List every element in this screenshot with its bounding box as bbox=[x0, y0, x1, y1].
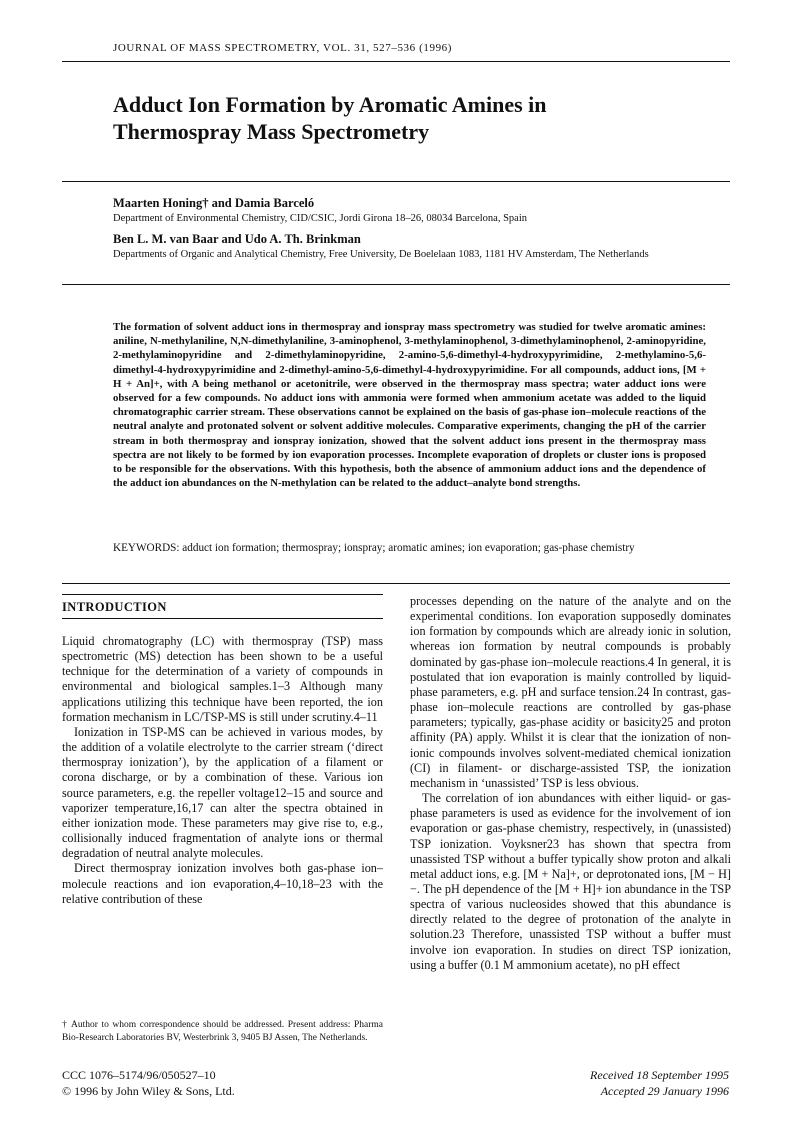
authors-group-2: Ben L. M. van Baar and Udo A. Th. Brinkman bbox=[113, 232, 361, 246]
affiliation-1: Department of Environmental Chemistry, CID/CSIC, Jordi Girona 18–26, 08034 Barcelona, Spain bbox=[113, 213, 528, 224]
copyright-block bbox=[62, 1067, 235, 1099]
right-paragraph-2: The correlation of ion abundances with either liquid- or gas-phase parameters is used as evidence for the involvement of ion evaporation or gas-phase chemistry, respectively, in (unassisted) TSP ionization. Voyksner23 has shown that spectra from unassisted TSP without a buffer typically show proton and alkali metal adduct ions, e.g. [M + Na]+, or deprotonated ions, [M − H]−. The pH dependence of the [M + H]+ ion abundance in the TSP spectra of various nucleosides showed that this abundance is directly related to the degree of protonation of the analyte in solution.23 Therefore, unassisted TSP without a buffer must involve ion evaporation. In studies on direct TSP ionization, using a buffer (0.1 M ammonium acetate), no pH effect bbox=[410, 791, 731, 972]
keywords-rule bbox=[62, 583, 730, 584]
left-paragraph-1: Liquid chromatography (LC) with thermospray (TSP) mass spectrometric (MS) detection has been shown to be a useful technique for the determination of a variety of compounds in environmental and biological samples.1–3 Although many applications utilizing this technique have been reported, the ion formation mechanism in LC/TSP-MS is still under scrutiny.4–11 bbox=[62, 634, 383, 724]
authors-rule bbox=[62, 284, 730, 285]
dates-block bbox=[590, 1067, 729, 1099]
section-heading-introduction: INTRODUCTION bbox=[62, 600, 167, 614]
journal-header: JOURNAL OF MASS SPECTROMETRY, VOL. 31, 527–536 (1996) bbox=[113, 42, 453, 54]
left-paragraph-3: Direct thermospray ionization involves both gas-phase ion–molecule reactions and ion evaporation,4–10,18–23 with the relative contribution of these bbox=[62, 861, 383, 906]
copyright-line: © 1996 by John Wiley & Sons, Ltd. bbox=[62, 1084, 235, 1098]
right-column bbox=[410, 594, 731, 973]
authors-group-1: Maarten Honing† and Damia Barceló bbox=[113, 196, 315, 210]
affiliation-2: Departments of Organic and Analytical Chemistry, Free University, De Boelelaan 1083, 1181 HV Amsterdam, The Netherlands bbox=[113, 249, 649, 260]
left-paragraph-2: Ionization in TSP-MS can be achieved in various modes, by the addition of a volatile electrolyte to the carrier stream (‘direct thermospray ionization’), by the application of a filament or corona discharge, or by a combination of these. Various ion source parameters, e.g. the repeller voltage12–15 and source and vaporizer temperature,16,17 can alter the spectra obtained in either ionization mode. These parameters may give rise to, e.g., collisionally induced fragmentation of analyte ions or thermal degradation of neutral analyte molecules. bbox=[62, 724, 383, 861]
received-date: Received 18 September 1995 bbox=[590, 1068, 729, 1082]
title-line-2: Thermospray Mass Spectrometry bbox=[113, 119, 430, 144]
footnote: † Author to whom correspondence should be addressed. Present address: Pharma Bio-Research Laboratories BV, Westerbrink 3, 9405 BJ Assen, The Netherlands. bbox=[62, 1020, 383, 1043]
abstract: The formation of solvent adduct ions in thermospray and ionspray mass spectrometry was studied for twelve aromatic amines: aniline, N-methylaniline, N,N-dimethylaniline, 3-aminophenol, 3-methylaminophenol, 3-dimethylaminophenol, 2-aminopyridine, 2-methylaminopyridine and 2-dimethylaminopyridine, 2-amino-5,6-dimethyl-4-hydroxypyrimidine, 2-methylamino-5,6-dimethyl-4-hydroxypyrimidine and 2-dimethyl-amino-5,6-dimethyl-4-hydroxypyrimidine. For all compounds, adduct ions, [M + H + An]+, with A being methanol or acetonitrile, were observed in the thermospray mass spectra; water adduct ions were observed for a few compounds. No adduct ions with ammonia were formed when ammonium acetate was added to the liquid chromatographic carrier stream. These observations cannot be explained on the basis of gas-phase ion–molecule reactions of the neutral analyte and protonated solvent or solvent additive molecules. Comparative experiments, changing the pH of the carrier stream in both thermospray and ionspray ionization, showed that the solvent adduct ions present in the thermospray mass spectra are not likely to be formed by ion evaporation processes. Incomplete evaporation of droplets or cluster ions is proposed to be responsible for the observations. With this hypothesis, both the absence of ammonium adduct ions and the dependence of the adduct ion abundances on the N-methylation can be related to the adduct–analyte bond strengths. bbox=[113, 321, 706, 490]
section-rule-bottom bbox=[62, 618, 383, 619]
left-column bbox=[62, 634, 383, 907]
accepted-date: Accepted 29 January 1996 bbox=[600, 1084, 729, 1098]
section-rule-top bbox=[62, 594, 383, 595]
title-line-1: Adduct Ion Formation by Aromatic Amines in bbox=[113, 92, 547, 117]
article-title bbox=[113, 91, 673, 145]
title-rule bbox=[62, 181, 730, 182]
header-rule bbox=[62, 61, 730, 62]
ccc-code: CCC 1076–5174/96/050527–10 bbox=[62, 1068, 216, 1082]
right-paragraph-1: processes depending on the nature of the analyte and on the experimental conditions. Ion evaporation supposedly dominates ion formation by compounds which are already ionic in solution, whereas ion formation by neutral compounds is probably dominated by gas-phase ion–molecule reactions.4 In general, it is postulated that ion evaporation is mainly controlled by liquid-phase parameters, e.g. pH and surface tension.24 In contrast, gas-phase ion–molecule reactions are controlled by gas-phase parameters; typically, gas-phase acidity or basicity25 and proton affinity (PA) apply. Whilst it is clear that the ionization of non-ionic compounds involves solvent-mediated chemical ionization (CI) in filament- or discharge-assisted TSP, the ionization mechanism in ‘unassisted’ TSP is less obvious. bbox=[410, 594, 731, 790]
keywords: KEYWORDS: adduct ion formation; thermospray; ionspray; aromatic amines; ion evaporation; gas-phase chemistry bbox=[113, 542, 635, 554]
